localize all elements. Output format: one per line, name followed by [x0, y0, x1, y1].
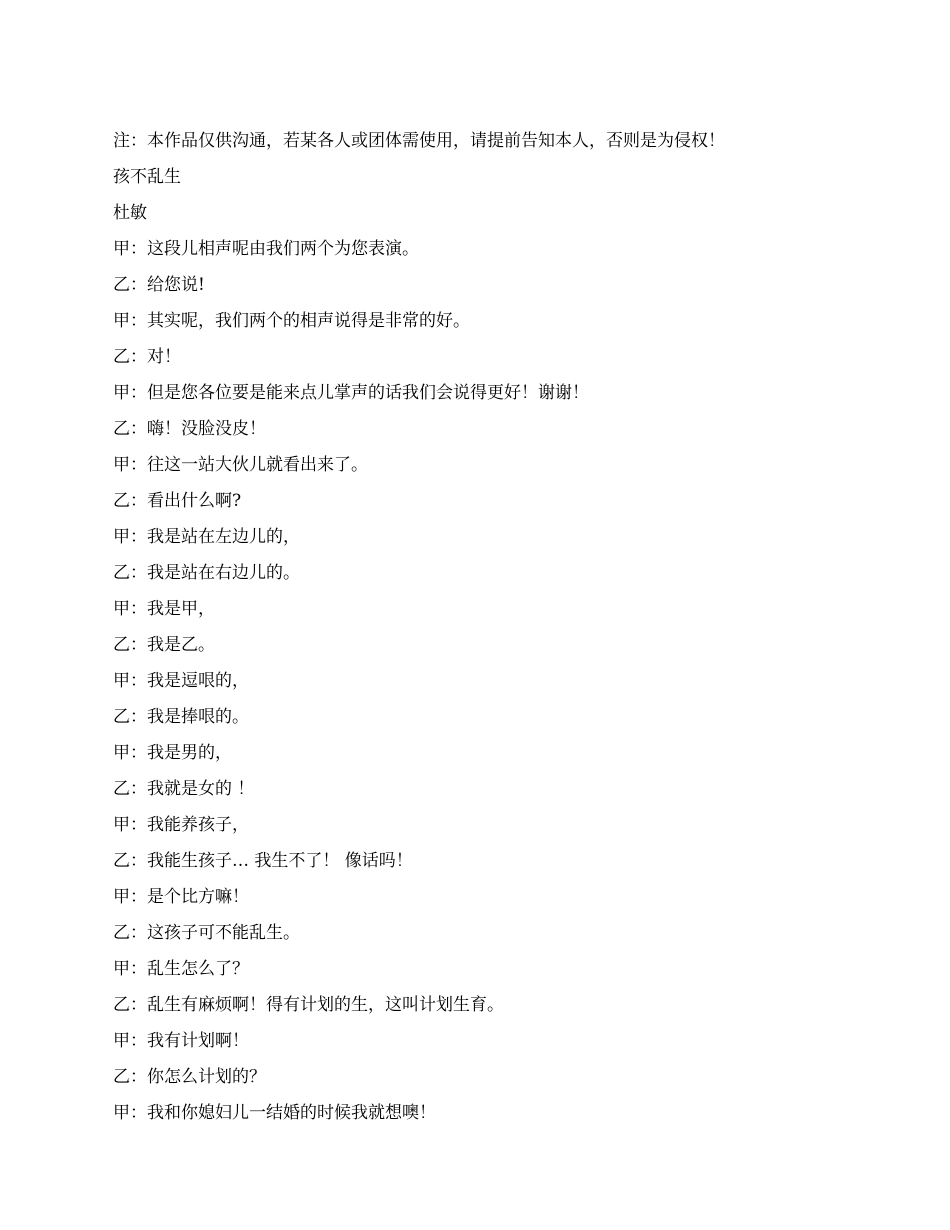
- dialogue-line: 甲：这段儿相声呢由我们两个为您表演。: [113, 239, 419, 259]
- dialogue-line: 乙：我是捧哏的。: [113, 707, 249, 727]
- document-body: [113, 123, 873, 1131]
- document-author: 杜敏: [113, 203, 147, 223]
- dialogue-line: 甲：但是您各位要是能来点儿掌声的话我们会说得更好！谢谢！: [113, 383, 589, 403]
- dialogue-line: 甲：乱生怎么了？: [113, 959, 249, 979]
- document-title: 孩不乱生: [113, 167, 181, 187]
- dialogue-line: 乙：这孩子可不能乱生。: [113, 923, 300, 943]
- copyright-note: 注：本作品仅供沟通，若某各人或团体需使用，请提前告知本人，否则是为侵权！: [113, 131, 725, 151]
- dialogue-line: 甲：我是逗哏的，: [113, 671, 249, 691]
- dialogue-line: 乙：嗨！没脸没皮！: [113, 419, 266, 439]
- dialogue-line: 乙：看出什么啊?: [113, 491, 242, 511]
- dialogue-line: 乙：给您说!: [113, 275, 205, 295]
- dialogue-line: 乙：我是乙。: [113, 635, 215, 655]
- dialogue-line: 乙：你怎么计划的？: [113, 1067, 266, 1087]
- dialogue-lines: [113, 231, 873, 1131]
- dialogue-line: 甲：其实呢，我们两个的相声说得是非常的好。: [113, 311, 470, 331]
- dialogue-line: 乙：乱生有麻烦啊！得有计划的生，这叫计划生育。: [113, 995, 504, 1015]
- dialogue-line: 乙：我就是女的 ！: [113, 779, 255, 799]
- dialogue-line: 乙：对！: [113, 347, 181, 367]
- dialogue-line: 甲：我是站在左边儿的，: [113, 527, 300, 547]
- dialogue-line: 甲：是个比方嘛！: [113, 887, 249, 907]
- dialogue-line: 甲：我是甲，: [113, 599, 215, 619]
- dialogue-line: 甲：我有计划啊！: [113, 1031, 249, 1051]
- dialogue-line: 甲：我是男的，: [113, 743, 232, 763]
- dialogue-line: 甲：我能养孩子，: [113, 815, 249, 835]
- dialogue-line: 乙：我是站在右边儿的。: [113, 563, 300, 583]
- dialogue-line: 乙：我能生孩子… 我生不了！ 像话吗！: [113, 851, 413, 871]
- dialogue-line: 甲：我和你媳妇儿一结婚的时候我就想噢！: [113, 1103, 436, 1123]
- dialogue-line: 甲：往这一站大伙儿就看出来了。: [113, 455, 368, 475]
